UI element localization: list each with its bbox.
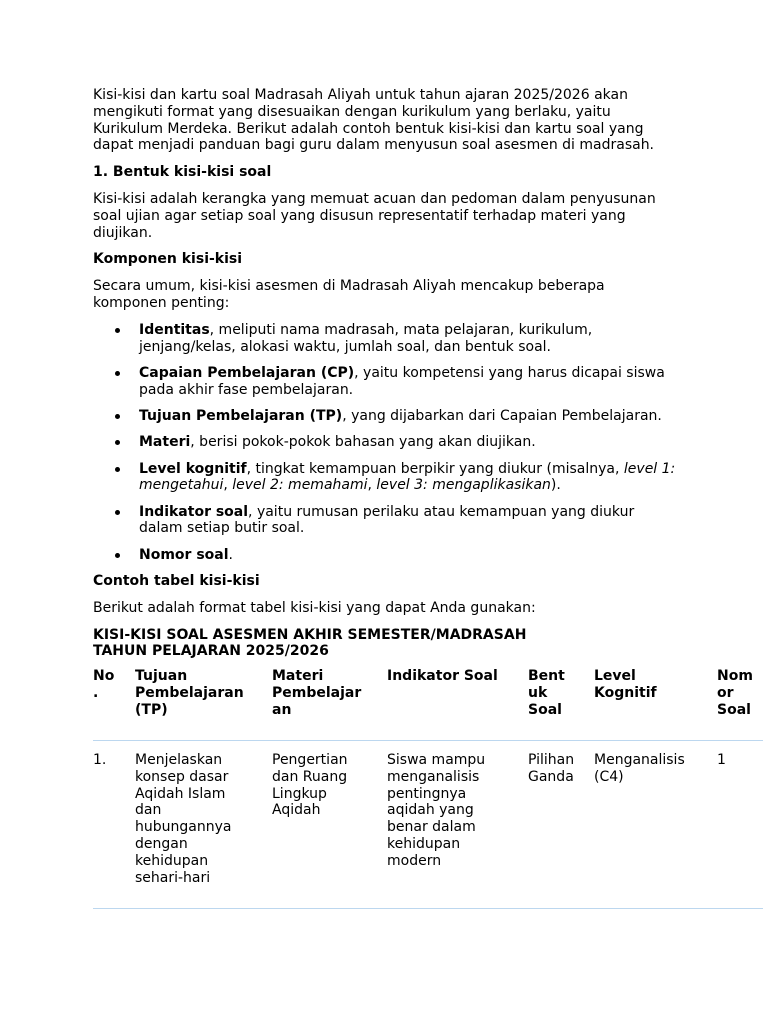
list-item-emphasis: level 1: mengetahui	[139, 460, 676, 494]
list-item-term: Tujuan Pembelajaran (TP)	[139, 407, 343, 424]
section-paragraph-komponen: Secara umum, kisi-kisi asesmen di Madrasah Aliyah mencakup beberapa komponen penting:	[93, 278, 605, 311]
list-item-text: ).	[550, 477, 561, 494]
header-cell-no: No .	[93, 668, 115, 701]
bullet-icon	[115, 440, 120, 445]
header-cell-nomor: Nom or Soal	[717, 668, 753, 718]
table-divider	[93, 740, 763, 741]
list-item	[93, 547, 679, 564]
cell-materi: Pengertian dan Ruang Lingkup Aqidah	[272, 752, 348, 819]
intro-paragraph: Kisi-kisi dan kartu soal Madrasah Aliyah untuk tahun ajaran 2025/2026 akan mengikuti format yang disesuaikan dengan kurikulum yang berlaku, yaitu Kurikulum Merdeka. Berikut adalah contoh bentuk kisi-kisi dan kartu soal yang dapat menjadi panduan bagi guru dalam menyusun soal asesmen di madrasah.	[93, 87, 655, 154]
list-item-term: Capaian Pembelajaran (CP)	[139, 364, 355, 381]
header-cell-bentuk: Bent uk Soal	[528, 668, 565, 718]
list-item	[93, 504, 679, 538]
list-item-emphasis: level 2: memahami	[232, 477, 368, 494]
table-title-line: KISI-KISI SOAL ASESMEN AKHIR SEMESTER/MADRASAH	[93, 626, 527, 643]
component-list	[93, 322, 679, 564]
bullet-icon	[115, 414, 120, 419]
bullet-icon	[115, 467, 120, 472]
list-item-term: Materi	[139, 434, 191, 451]
list-item-emphasis: level 3: mengaplikasikan	[376, 477, 551, 494]
cell-no: 1.	[93, 752, 107, 768]
list-item	[93, 434, 679, 451]
table-header-row	[93, 668, 763, 738]
table-title-line: TAHUN PELAJARAN 2025/2026	[93, 643, 329, 660]
kisi-kisi-table	[93, 668, 763, 909]
header-cell-indikator: Indikator Soal	[387, 668, 498, 684]
table-divider	[93, 908, 763, 909]
list-item-text: , yaitu rumusan perilaku atau kemampuan yang diukur dalam setiap butir soal.	[139, 503, 635, 537]
list-item	[93, 408, 679, 425]
bullet-icon	[115, 328, 120, 333]
list-item-text: , tingkat kemampuan berpikir yang diukur (misalnya,	[246, 460, 624, 477]
section-heading-komponen: Komponen kisi-kisi	[93, 251, 243, 268]
list-item-text: , yang dijabarkan dari Capaian Pembelajaran.	[342, 407, 662, 424]
list-item	[93, 365, 679, 399]
list-item-text: , berisi pokok-pokok bahasan yang akan diujikan.	[190, 434, 536, 451]
list-item	[93, 322, 679, 356]
section-heading-contoh: Contoh tabel kisi-kisi	[93, 573, 260, 590]
list-item-text: , yaitu kompetensi yang harus dicapai siswa pada akhir fase pembelajaran.	[139, 364, 665, 398]
list-item-term: Indikator soal	[139, 503, 249, 520]
list-item-text: .	[228, 546, 233, 563]
bullet-icon	[115, 371, 120, 376]
section-heading-bentuk: 1. Bentuk kisi-kisi soal	[93, 164, 272, 181]
header-cell-tp: Tujuan Pembelajaran (TP)	[135, 668, 244, 718]
document-body	[93, 87, 679, 670]
header-cell-materi: Materi Pembelajar an	[272, 668, 362, 718]
section-paragraph-contoh: Berikut adalah format tabel kisi-kisi yang dapat Anda gunakan:	[93, 599, 536, 616]
header-cell-level: Level Kognitif	[594, 668, 657, 701]
cell-level: Menganalisis (C4)	[594, 752, 685, 785]
list-item-text: , meliputi nama madrasah, mata pelajaran, kurikulum, jenjang/kelas, alokasi waktu, jumlah soal, dan bentuk soal.	[139, 321, 593, 355]
list-item-term: Level kognitif	[139, 460, 247, 477]
list-item-term: Identitas	[139, 321, 210, 338]
section-paragraph-bentuk: Kisi-kisi adalah kerangka yang memuat acuan dan pedoman dalam penyusunan soal ujian agar setiap soal yang disusun representatif terhadap materi yang diujikan.	[93, 190, 656, 241]
cell-tp: Menjelaskan konsep dasar Aqidah Islam dan hubungannya dengan kehidupan sehari-hari	[135, 752, 232, 886]
bullet-icon	[115, 553, 120, 558]
cell-nomor: 1	[717, 752, 726, 768]
cell-indikator: Siswa mampu menganalisis pentingnya aqidah yang benar dalam kehidupan modern	[387, 752, 486, 869]
bullet-icon	[115, 510, 120, 515]
list-item-separator: ,	[223, 477, 233, 494]
cell-bentuk: Pilihan Ganda	[528, 752, 575, 785]
table-row	[93, 752, 763, 902]
list-item-term: Nomor soal	[139, 546, 229, 563]
list-item	[93, 461, 679, 495]
table-title	[93, 627, 693, 661]
list-item-separator: ,	[367, 477, 377, 494]
